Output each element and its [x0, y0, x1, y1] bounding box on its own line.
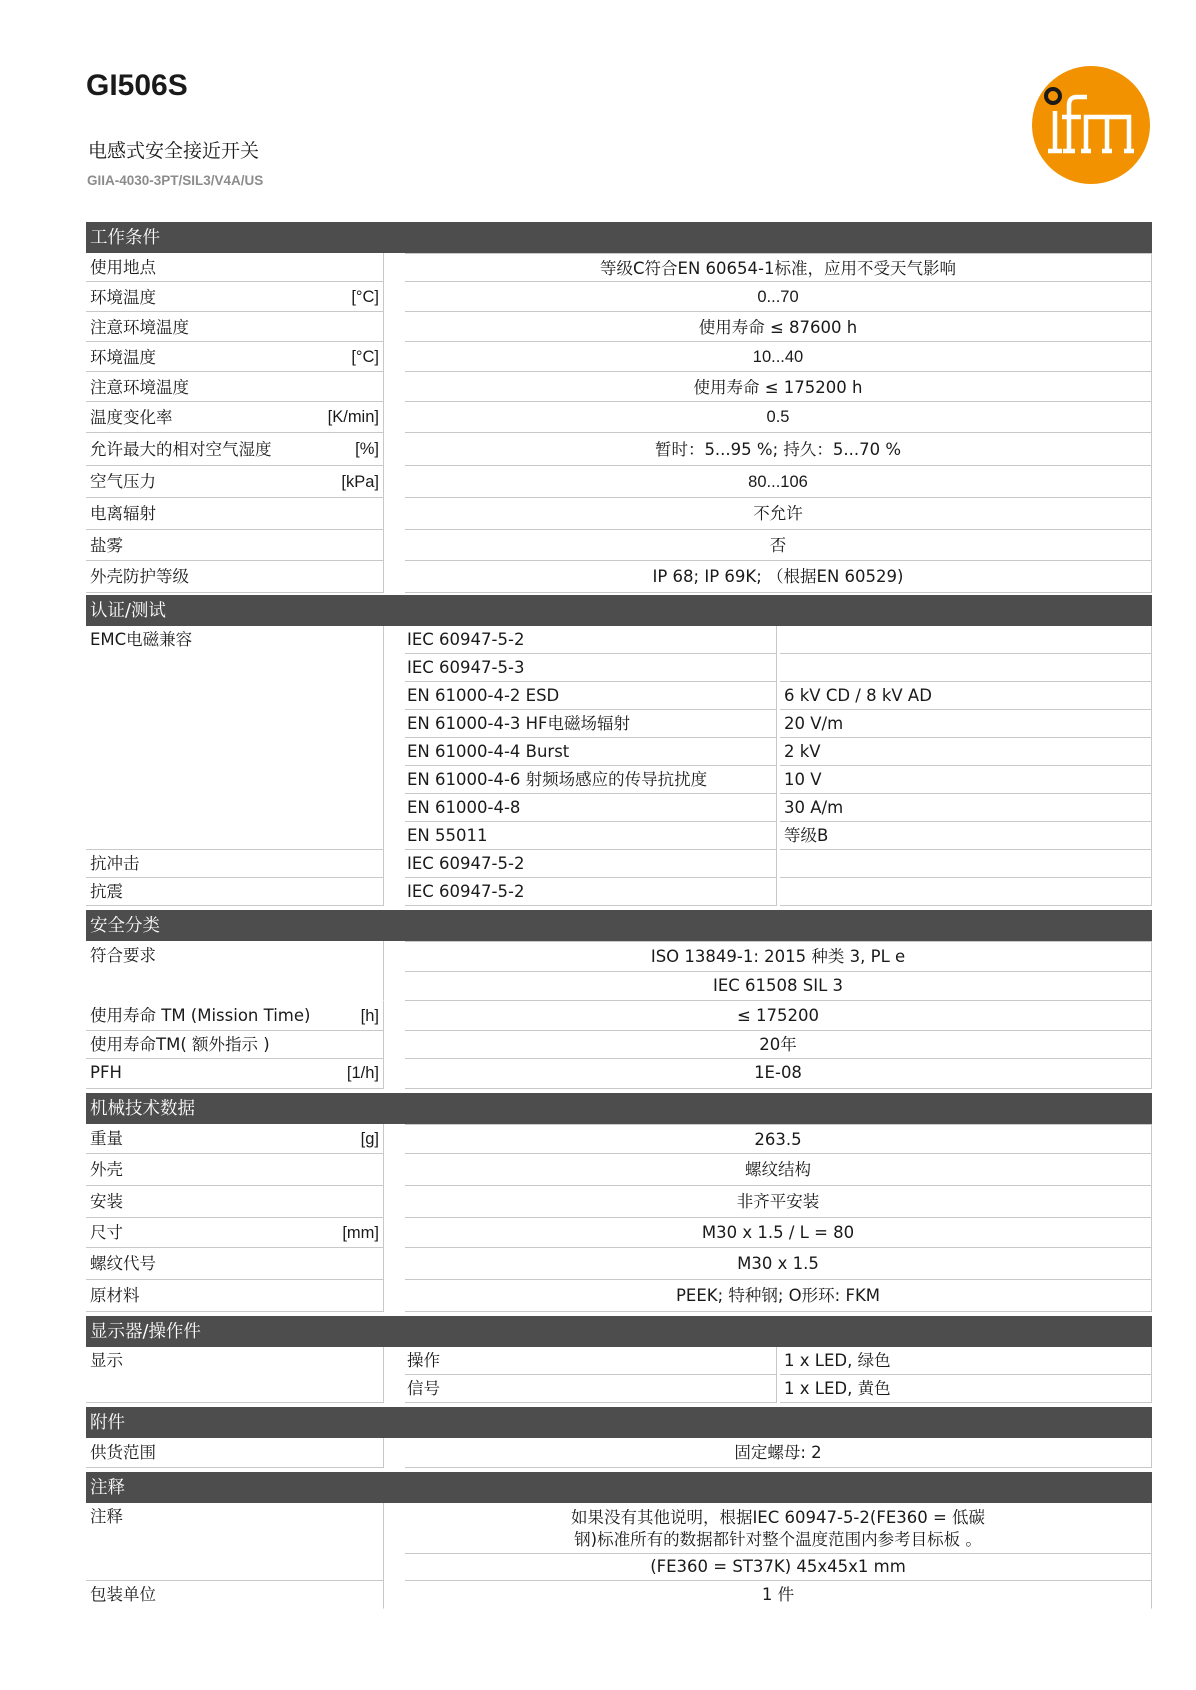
vibration-label: 抗震 — [90, 882, 123, 901]
remarks-line: 钢)标准所有的数据都针对整个温度范围内参考目标板 。 — [574, 1530, 982, 1549]
table-row — [86, 561, 1152, 593]
row-label: 使用寿命 TM (Mission Time) — [90, 1006, 311, 1025]
emc-value — [780, 626, 1152, 654]
display-group — [86, 1347, 1152, 1403]
table-row — [405, 1375, 1152, 1403]
table-row — [86, 466, 1152, 498]
row-unit: [%] — [355, 440, 379, 458]
emc-standard: EN 61000-4-2 ESD — [405, 682, 777, 710]
emc-value: 等级B — [780, 822, 1152, 850]
table-row — [86, 1154, 1152, 1186]
row-label: 使用寿命TM( 额外指示 ) — [90, 1035, 270, 1054]
pack-label: 包装单位 — [90, 1585, 156, 1604]
table-row — [86, 312, 1152, 342]
emc-value: 30 A/m — [780, 794, 1152, 822]
table-row — [86, 498, 1152, 530]
row-value: ≤ 175200 — [405, 1001, 1152, 1031]
emc-value: 6 kV CD / 8 kV AD — [780, 682, 1152, 710]
remarks-label: 注释 — [90, 1507, 123, 1526]
display-label: 显示 — [90, 1351, 123, 1370]
section-working-conditions: 工作条件 — [86, 222, 1152, 253]
row-value: 1E-08 — [405, 1059, 1152, 1089]
display-item: 信号 — [405, 1375, 777, 1403]
table-row — [86, 1581, 1152, 1609]
row-value: M30 x 1.5 — [405, 1248, 1152, 1280]
section-certification: 认证/测试 — [86, 595, 1152, 626]
shock-label: 抗冲击 — [90, 854, 140, 873]
table-row — [86, 1280, 1152, 1312]
display-value: 1 x LED, 黄色 — [780, 1375, 1152, 1403]
emc-standard: EN 55011 — [405, 822, 777, 850]
remarks-target: (FE360 = ST37K) 45x45x1 mm — [405, 1554, 1152, 1581]
table-row — [405, 766, 1152, 794]
display-item: 操作 — [405, 1347, 777, 1375]
table-row — [405, 710, 1152, 738]
table-row — [86, 1124, 1152, 1154]
compliance-group — [86, 941, 1152, 1001]
row-label: 供货范围 — [90, 1443, 156, 1462]
table-row — [86, 253, 1152, 282]
table-row — [405, 654, 1152, 682]
row-value: 使用寿命 ≤ 87600 h — [405, 312, 1152, 342]
row-value: 10...40 — [405, 342, 1152, 372]
row-label: 空气压力 — [90, 472, 156, 491]
row-label: PFH — [90, 1063, 122, 1082]
row-label: 安装 — [90, 1192, 123, 1211]
table-row — [86, 433, 1152, 466]
table-row — [86, 1248, 1152, 1280]
row-label: 外壳 — [90, 1160, 123, 1179]
row-value: IP 68; IP 69K; （根据EN 60529) — [405, 561, 1152, 593]
emc-label: EMC电磁兼容 — [90, 630, 193, 649]
row-label: 盐雾 — [90, 536, 123, 555]
pack-value: 1 件 — [405, 1581, 1152, 1609]
emc-standard: IEC 60947-5-3 — [405, 654, 777, 682]
table-row — [86, 342, 1152, 372]
compliance-value: IEC 61508 SIL 3 — [405, 972, 1152, 1002]
remarks-group — [86, 1503, 1152, 1581]
row-value: 80...106 — [405, 466, 1152, 498]
row-value: 263.5 — [405, 1124, 1152, 1154]
row-unit: [mm] — [342, 1224, 379, 1242]
table-row — [405, 682, 1152, 710]
row-unit: [g] — [360, 1130, 379, 1148]
row-label: 原材料 — [90, 1286, 140, 1305]
compliance-value: ISO 13849-1: 2015 种类 3, PL e — [405, 941, 1152, 972]
table-row — [86, 1218, 1152, 1248]
table-row — [86, 282, 1152, 312]
table-row — [86, 878, 1152, 906]
row-label: 温度变化率 — [90, 408, 173, 427]
row-value: 固定螺母: 2 — [405, 1438, 1152, 1468]
emc-standard: EN 61000-4-4 Burst — [405, 738, 777, 766]
row-value: 等级C符合EN 60654-1标准，应用不受天气影响 — [405, 253, 1152, 282]
emc-group — [86, 626, 1152, 850]
emc-value: 2 kV — [780, 738, 1152, 766]
vibration-value: IEC 60947-5-2 — [405, 878, 777, 906]
table-row — [86, 1001, 1152, 1031]
remarks-line: 如果没有其他说明，根据IEC 60947-5-2(FE360 = 低碳 — [570, 1508, 986, 1527]
row-unit: [h] — [360, 1007, 379, 1025]
section-accessories: 附件 — [86, 1407, 1152, 1438]
compliance-label: 符合要求 — [90, 946, 156, 965]
row-value: 暂时：5...95 %; 持久：5...70 % — [405, 433, 1152, 466]
row-unit: [kPa] — [341, 473, 379, 491]
emc-standard: EN 61000-4-8 — [405, 794, 777, 822]
row-value: 使用寿命 ≤ 175200 h — [405, 372, 1152, 402]
row-value: 20年 — [405, 1031, 1152, 1059]
table-row — [405, 822, 1152, 850]
section-safety: 安全分类 — [86, 910, 1152, 941]
row-value: 否 — [405, 530, 1152, 561]
shock-value: IEC 60947-5-2 — [405, 850, 777, 878]
datasheet — [86, 220, 1152, 1609]
row-label: 使用地点 — [90, 258, 156, 277]
table-row — [86, 402, 1152, 433]
table-row — [86, 1059, 1152, 1089]
section-mechanical: 机械技术数据 — [86, 1093, 1152, 1124]
product-subtitle: 电感式安全接近开关 — [88, 140, 260, 162]
emc-value: 20 V/m — [780, 710, 1152, 738]
table-row — [86, 1438, 1152, 1468]
row-value: 螺纹结构 — [405, 1154, 1152, 1186]
row-value: 非齐平安装 — [405, 1186, 1152, 1218]
product-code: GIIA-4030-3PT/SIL3/V4A/US — [87, 173, 264, 188]
section-display: 显示器/操作件 — [86, 1316, 1152, 1347]
emc-value: 10 V — [780, 766, 1152, 794]
row-label: 电离辐射 — [90, 504, 156, 523]
row-label: 环境温度 — [90, 348, 156, 367]
row-value: 0.5 — [405, 402, 1152, 433]
row-label: 重量 — [90, 1129, 123, 1148]
product-title: GI506S — [86, 69, 188, 102]
row-label: 允许最大的相对空气湿度 — [90, 440, 272, 459]
emc-standard: EN 61000-4-3 HF电磁场辐射 — [405, 710, 777, 738]
working-conditions-table — [86, 253, 1152, 593]
row-value: M30 x 1.5 / L = 80 — [405, 1218, 1152, 1248]
table-row — [86, 372, 1152, 402]
table-row — [86, 1186, 1152, 1218]
row-label: 环境温度 — [90, 288, 156, 307]
row-label: 外壳防护等级 — [90, 567, 189, 586]
display-value: 1 x LED, 绿色 — [780, 1347, 1152, 1375]
row-unit: [1/h] — [346, 1064, 379, 1082]
row-unit: [°C] — [351, 288, 379, 306]
table-row — [405, 626, 1152, 654]
table-row — [86, 850, 1152, 878]
table-row — [405, 1347, 1152, 1375]
table-row — [405, 794, 1152, 822]
row-value: 不允许 — [405, 498, 1152, 530]
emc-standard: IEC 60947-5-2 — [405, 626, 777, 654]
row-unit: [°C] — [351, 348, 379, 366]
emc-value — [780, 654, 1152, 682]
row-value: 0...70 — [405, 282, 1152, 312]
emc-standard: EN 61000-4-6 射频场感应的传导抗扰度 — [405, 766, 777, 794]
row-label: 尺寸 — [90, 1223, 123, 1242]
section-remarks: 注释 — [86, 1472, 1152, 1503]
row-label: 螺纹代号 — [90, 1254, 156, 1273]
row-value: PEEK; 特种钢; O形环: FKM — [405, 1280, 1152, 1312]
table-row — [405, 738, 1152, 766]
remarks-text — [405, 1503, 1152, 1554]
ifm-logo — [1031, 65, 1151, 185]
table-row — [86, 1031, 1152, 1059]
row-label: 注意环境温度 — [90, 378, 189, 397]
table-row — [86, 530, 1152, 561]
row-unit: [K/min] — [327, 408, 379, 426]
row-label: 注意环境温度 — [90, 318, 189, 337]
